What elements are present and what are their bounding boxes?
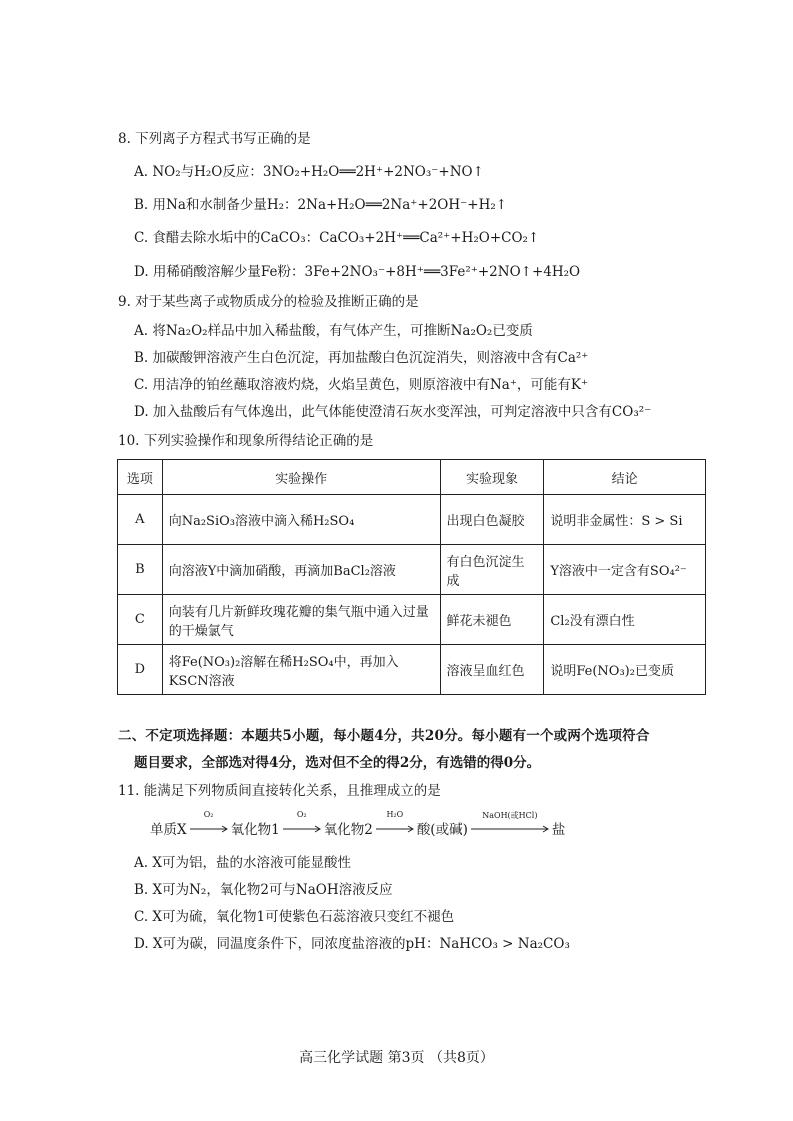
table-cell: 说明非金属性：S > Si — [544, 495, 706, 545]
reaction-arrow-icon — [189, 810, 229, 838]
q8-stem: 8. 下列离子方程式书写正确的是 — [118, 131, 311, 147]
table-row — [118, 545, 706, 595]
q9-option-d: D. 加入盐酸后有气体逸出，此气体能使澄清石灰水变浑浊，可判定溶液中只含有CO₃²⁻ — [134, 404, 652, 420]
q9-option-b: B. 加碳酸钾溶液产生白色沉淀，再加盐酸白色沉淀消失，则溶液中含有Ca²⁺ — [134, 350, 589, 366]
reagent-label: O₂ — [203, 810, 214, 819]
chain-step: 氧化物1 — [230, 822, 280, 838]
chain-step: 盐 — [551, 822, 566, 838]
table-cell: D — [118, 645, 163, 695]
q11-conversion-chain — [150, 812, 565, 838]
q11-option-a: A. X可为铝，盐的水溶液可能显酸性 — [134, 855, 351, 871]
page-footer: 高三化学试题 第3页 （共8页） — [299, 1050, 494, 1066]
table-cell: 鲜花未褪色 — [440, 595, 544, 645]
table-cell: 将Fe(NO₃)₂溶解在稀H₂SO₄中，再加入KSCN溶液 — [162, 645, 440, 695]
q11-option-c: C. X可为硫，氧化物1可使紫色石蕊溶液只变红不褪色 — [134, 909, 455, 925]
q10-table — [117, 459, 706, 695]
table-header: 选项 — [118, 460, 163, 495]
table-cell: B — [118, 545, 163, 595]
q11-option-d: D. X可为碳，同温度条件下，同浓度盐溶液的pH：NaHCO₃ > Na₂CO₃ — [134, 936, 570, 952]
table-cell: 向溶液Y中滴加硝酸，再滴加BaCl₂溶液 — [162, 545, 440, 595]
table-cell: Cl₂没有漂白性 — [544, 595, 706, 645]
q8-option-c: C. 食醋去除水垢中的CaCO₃：CaCO₃+2H⁺══Ca²⁺+H₂O+CO₂↑ — [134, 230, 540, 246]
table-cell: 出现白色凝胶 — [440, 495, 544, 545]
reagent-label: O₂ — [296, 810, 307, 819]
table-cell: A — [118, 495, 163, 545]
reagent-label: H₂O — [386, 810, 404, 819]
table-row — [118, 645, 706, 695]
chain-step: 单质X — [150, 822, 187, 838]
reaction-arrow-icon — [375, 810, 415, 838]
table-header-row — [118, 460, 706, 495]
q11-stem: 11. 能满足下列物质间直接转化关系，且推理成立的是 — [118, 783, 441, 799]
q9-option-a: A. 将Na₂O₂样品中加入稀盐酸，有气体产生，可推断Na₂O₂已变质 — [134, 323, 533, 339]
q10-stem: 10. 下列实验操作和现象所得结论正确的是 — [118, 433, 374, 449]
reagent-label: NaOH(或HCl) — [482, 811, 538, 820]
section-2-heading: 二、不定项选择题：本题共5小题，每小题4分，共20分。每小题有一个或两个选项符合 — [118, 728, 650, 744]
reaction-arrow-icon — [282, 810, 322, 838]
table-cell: 有白色沉淀生成 — [440, 545, 544, 595]
table-cell: Y溶液中一定含有SO₄²⁻ — [544, 545, 706, 595]
table-row — [118, 595, 706, 645]
table-header: 实验操作 — [162, 460, 440, 495]
table-cell: 向装有几片新鲜玫瑰花瓣的集气瓶中通入过量的干燥氯气 — [162, 595, 440, 645]
table-cell: 溶液呈血红色 — [440, 645, 544, 695]
table-header: 结论 — [544, 460, 706, 495]
q8-option-a: A. NO₂与H₂O反应：3NO₂+H₂O══2H⁺+2NO₃⁻+NO↑ — [134, 164, 484, 180]
chain-step: 酸(或碱) — [416, 822, 468, 838]
q8-option-d: D. 用稀硝酸溶解少量Fe粉：3Fe+2NO₃⁻+8H⁺══3Fe²⁺+2NO↑+4H₂O — [134, 264, 581, 280]
table-header: 实验现象 — [440, 460, 544, 495]
table-cell: 向Na₂SiO₃溶液中滴入稀H₂SO₄ — [162, 495, 440, 545]
reaction-arrow-icon — [470, 811, 550, 838]
q8-option-b: B. 用Na和水制备少量H₂：2Na+H₂O══2Na⁺+2OH⁻+H₂↑ — [134, 197, 508, 213]
table-cell: 说明Fe(NO₃)₂已变质 — [544, 645, 706, 695]
chain-step: 氧化物2 — [323, 822, 373, 838]
q9-stem: 9. 对于某些离子或物质成分的检验及推断正确的是 — [118, 294, 419, 310]
section-2-instructions: 题目要求，全部选对得4分，选对但不全的得2分，有选错的得0分。 — [134, 755, 541, 771]
table-row — [118, 495, 706, 545]
q9-option-c: C. 用洁净的铂丝蘸取溶液灼烧，火焰呈黄色，则原溶液中有Na⁺，可能有K⁺ — [134, 377, 589, 393]
table-cell: C — [118, 595, 163, 645]
q11-option-b: B. X可为N₂，氧化物2可与NaOH溶液反应 — [134, 882, 393, 898]
